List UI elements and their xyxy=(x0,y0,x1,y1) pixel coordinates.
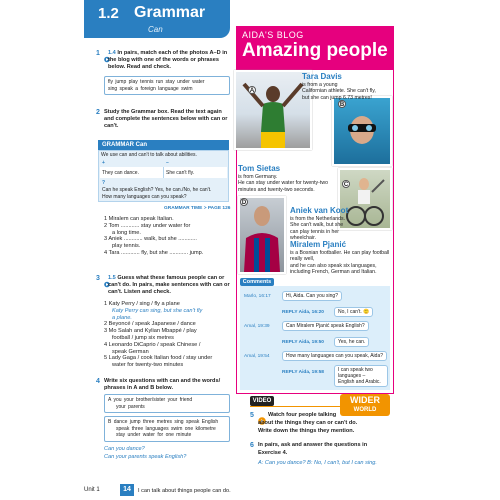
exercise-3-example: Katy Perry can sing, but she can't fly xyxy=(112,307,203,314)
comment-bubble xyxy=(334,365,388,387)
exercise-3-number: 3 xyxy=(96,275,100,282)
person-name-aniek: Aniek van Koot xyxy=(290,206,349,215)
grammar-box-header: GRAMMAR Can xyxy=(98,140,229,150)
photo-label-d: D xyxy=(241,200,247,206)
exercise-6-example: A: Can you dance? B: No, I can't, but I can sing. xyxy=(258,460,377,466)
exercise-2-item: 3 Aniek ............ walk, but she ............ xyxy=(104,236,197,243)
exercise-4-box-b xyxy=(104,416,230,442)
exercise-4-number: 4 xyxy=(96,378,100,385)
bubble-line: I can speak two languages – xyxy=(338,367,373,379)
lesson-title: Grammar xyxy=(134,4,206,21)
grammar-question-1: Can he speak English? Yes, he can./No, he can't. xyxy=(102,187,212,193)
comment-reply-user[interactable]: REPLY Aida, 16:20 xyxy=(282,310,324,315)
desc-line: minutes and twenty-two seconds. xyxy=(238,186,315,193)
photo-label-a: A xyxy=(249,88,255,94)
desc-line: He can stay under water for twenty-two xyxy=(238,180,328,187)
exercise-3-item: water for twenty-two minutes xyxy=(112,362,184,369)
grammar-question-2: How many languages can you speak? xyxy=(102,194,187,200)
blog-title: Amazing people xyxy=(242,40,388,61)
exercise-2-items xyxy=(104,216,232,257)
desc-line: is from Germany. xyxy=(238,174,278,180)
desc-line: can play tennis in her wheelchair. xyxy=(290,228,340,242)
comment-user: Amal, 19:54 xyxy=(244,354,270,359)
person-name-tara: Tara Davis xyxy=(302,72,342,81)
exercise-6-instruction-line: Exercise 4. xyxy=(258,450,288,456)
exercise-2-item: play tennis. xyxy=(112,243,141,250)
grammar-negative: She can't fly. xyxy=(166,170,195,176)
exercise-3-item: 5 Lady Gaga / cook Italian food / stay under xyxy=(104,355,213,362)
exercise-1-instruction: In pairs, match each of the photos A–D in the blog with one of the words or phrases below. Read and check. xyxy=(108,50,228,70)
desc-line: and he can also speak six languages, xyxy=(290,262,377,269)
exercise-2-item: 1 Miralem can speak Italian. xyxy=(104,216,174,222)
person-desc-tara xyxy=(302,82,376,101)
exercise-1-word-box xyxy=(104,76,230,95)
grammar-time-link[interactable]: GRAMMAR TIME > PAGE 126 xyxy=(164,206,231,211)
exercise-6-instruction-line: In pairs, ask and answer the questions in xyxy=(258,442,368,448)
exercise-2-item: 4 Tara ............ fly, but she ............ jump. xyxy=(104,249,204,256)
exercise-5-number: 5 xyxy=(250,412,254,419)
exercise-3-item: 3 Mo Salah and Kylian Mbappé / play xyxy=(104,328,197,335)
exercise-4-example: Can you dance? xyxy=(104,446,145,452)
person-desc-miralem xyxy=(290,250,390,276)
grammar-intro: We use can and can't to talk about abilities. xyxy=(101,152,197,158)
footer-unit: Unit 1 xyxy=(84,487,100,493)
exercise-6-number: 6 xyxy=(250,442,254,449)
desc-line: She can't walk, but she xyxy=(290,222,344,229)
exercise-2-item: a long time. xyxy=(112,229,141,236)
grammar-minus: – xyxy=(166,160,169,166)
photo-d xyxy=(238,196,286,274)
person-name-tom: Tom Sietas xyxy=(238,164,281,173)
word-box-line: sing speak a foreign language swim xyxy=(108,85,193,92)
world-text: WORLD xyxy=(353,407,377,413)
comment-bubble: No, I can't. 🙂 xyxy=(334,307,373,317)
desc-line: Californian athlete. She can't fly, xyxy=(302,88,376,95)
exercise-3-item: 4 Leonardo DiCaprio / speak Chinese / xyxy=(104,341,201,348)
video-label: VIDEO xyxy=(250,396,274,406)
person-desc-aniek xyxy=(290,216,354,242)
exercise-4-box-a xyxy=(104,394,230,413)
comment-bubble: Can Miralem Pjanić speak English? xyxy=(282,321,369,331)
exercise-3-instruction: Guess what these famous people can or can't do. In pairs, make sentences with can or can't. Listen and check. xyxy=(108,275,230,295)
lesson-number: 1.2 xyxy=(98,5,119,22)
box-b-line: speak three languages swim one kilometre xyxy=(116,425,216,432)
wider-world-badge xyxy=(340,394,390,416)
exercise-1-number: 1 xyxy=(96,50,100,57)
desc-line: but she can jump 6.73 metres! xyxy=(302,94,372,101)
grammar-divider xyxy=(163,167,164,178)
exercise-2-number: 2 xyxy=(96,109,100,116)
blog-label: AIDA'S BLOG xyxy=(242,30,304,40)
exercise-3-track: 1.5 xyxy=(108,275,116,281)
comment-bubble: How many languages can you speak, Aida? xyxy=(282,351,387,361)
comment-user: Marlo, 16:17 xyxy=(244,294,271,299)
desc-line: is from a young xyxy=(302,82,338,88)
comment-reply-user[interactable]: REPLY Aida, 19:50 xyxy=(282,340,324,345)
box-b-line: stay under water for one minute xyxy=(116,432,192,438)
exercise-5-instruction-line: Write down the things they mention. xyxy=(258,428,355,434)
comment-bubble: Hi, Aida. Can you sing? xyxy=(282,291,342,301)
lesson-subtitle: Can xyxy=(148,25,163,34)
bubble-line: English and Arabic. xyxy=(338,379,381,385)
exercise-4-example: Can your parents speak English? xyxy=(104,454,187,460)
photo-label-b: B xyxy=(339,102,345,108)
desc-line: is from the Netherlands. xyxy=(290,216,346,222)
word-box-line: fly jump play tennis run stay under water xyxy=(108,79,205,85)
exercise-3-example: a plane. xyxy=(112,314,132,321)
exercise-3-item: 2 Beyoncé / speak Japanese / dance xyxy=(104,321,196,328)
comment-reply-user[interactable]: REPLY Aida, 19:58 xyxy=(282,370,324,375)
comments-header: Comments xyxy=(240,278,274,286)
grammar-question-mark: ? xyxy=(102,180,106,186)
exercise-2-item: 2 Tom ............ stay under water for xyxy=(104,222,191,229)
photo-a xyxy=(234,70,312,150)
box-a-line: your parents xyxy=(116,403,145,410)
grammar-positive: They can dance. xyxy=(102,170,139,176)
exercise-2-instruction: Study the Grammar box. Read the text again and complete the sentences below with can or can't. xyxy=(104,109,228,129)
comment-bubble: Yes, he can. xyxy=(334,337,369,347)
exercise-5-instruction-line: Watch four people talking xyxy=(268,412,337,418)
photo-label-c: C xyxy=(343,182,349,188)
footer-page-number: 14 xyxy=(120,484,134,496)
footer-objective: I can talk about things people can do. xyxy=(138,488,231,494)
wider-text: WIDER xyxy=(350,395,380,405)
desc-line: including French, German and Italian. xyxy=(290,269,377,276)
exercise-3-item: football / jump six metres xyxy=(112,334,174,341)
exercise-3-item: 1 Katy Perry / sing / fly a plane xyxy=(104,301,180,307)
exercise-3-items xyxy=(104,301,232,369)
desc-line: is a Bosnian footballer. He can play football really well, xyxy=(290,250,390,263)
exercise-3-item: speak German xyxy=(112,348,149,355)
grammar-plus: + xyxy=(102,160,105,166)
exercise-1-track: 1.4 xyxy=(108,50,116,56)
box-b-line: B dance jump three metres sing speak English xyxy=(108,419,219,425)
person-name-miralem: Miralem Pjanić xyxy=(290,240,347,249)
box-a-line: A you your brother/sister your friend xyxy=(108,397,193,403)
exercise-5-instruction-line: about the things they can or can't do. xyxy=(258,420,358,426)
exercise-4-instruction: Write six questions with can and the words/ phrases in A and B below. xyxy=(104,378,221,391)
play-video-icon[interactable] xyxy=(258,412,266,420)
person-desc-tom xyxy=(238,174,334,193)
comment-user: Amal, 19:39 xyxy=(244,324,270,329)
